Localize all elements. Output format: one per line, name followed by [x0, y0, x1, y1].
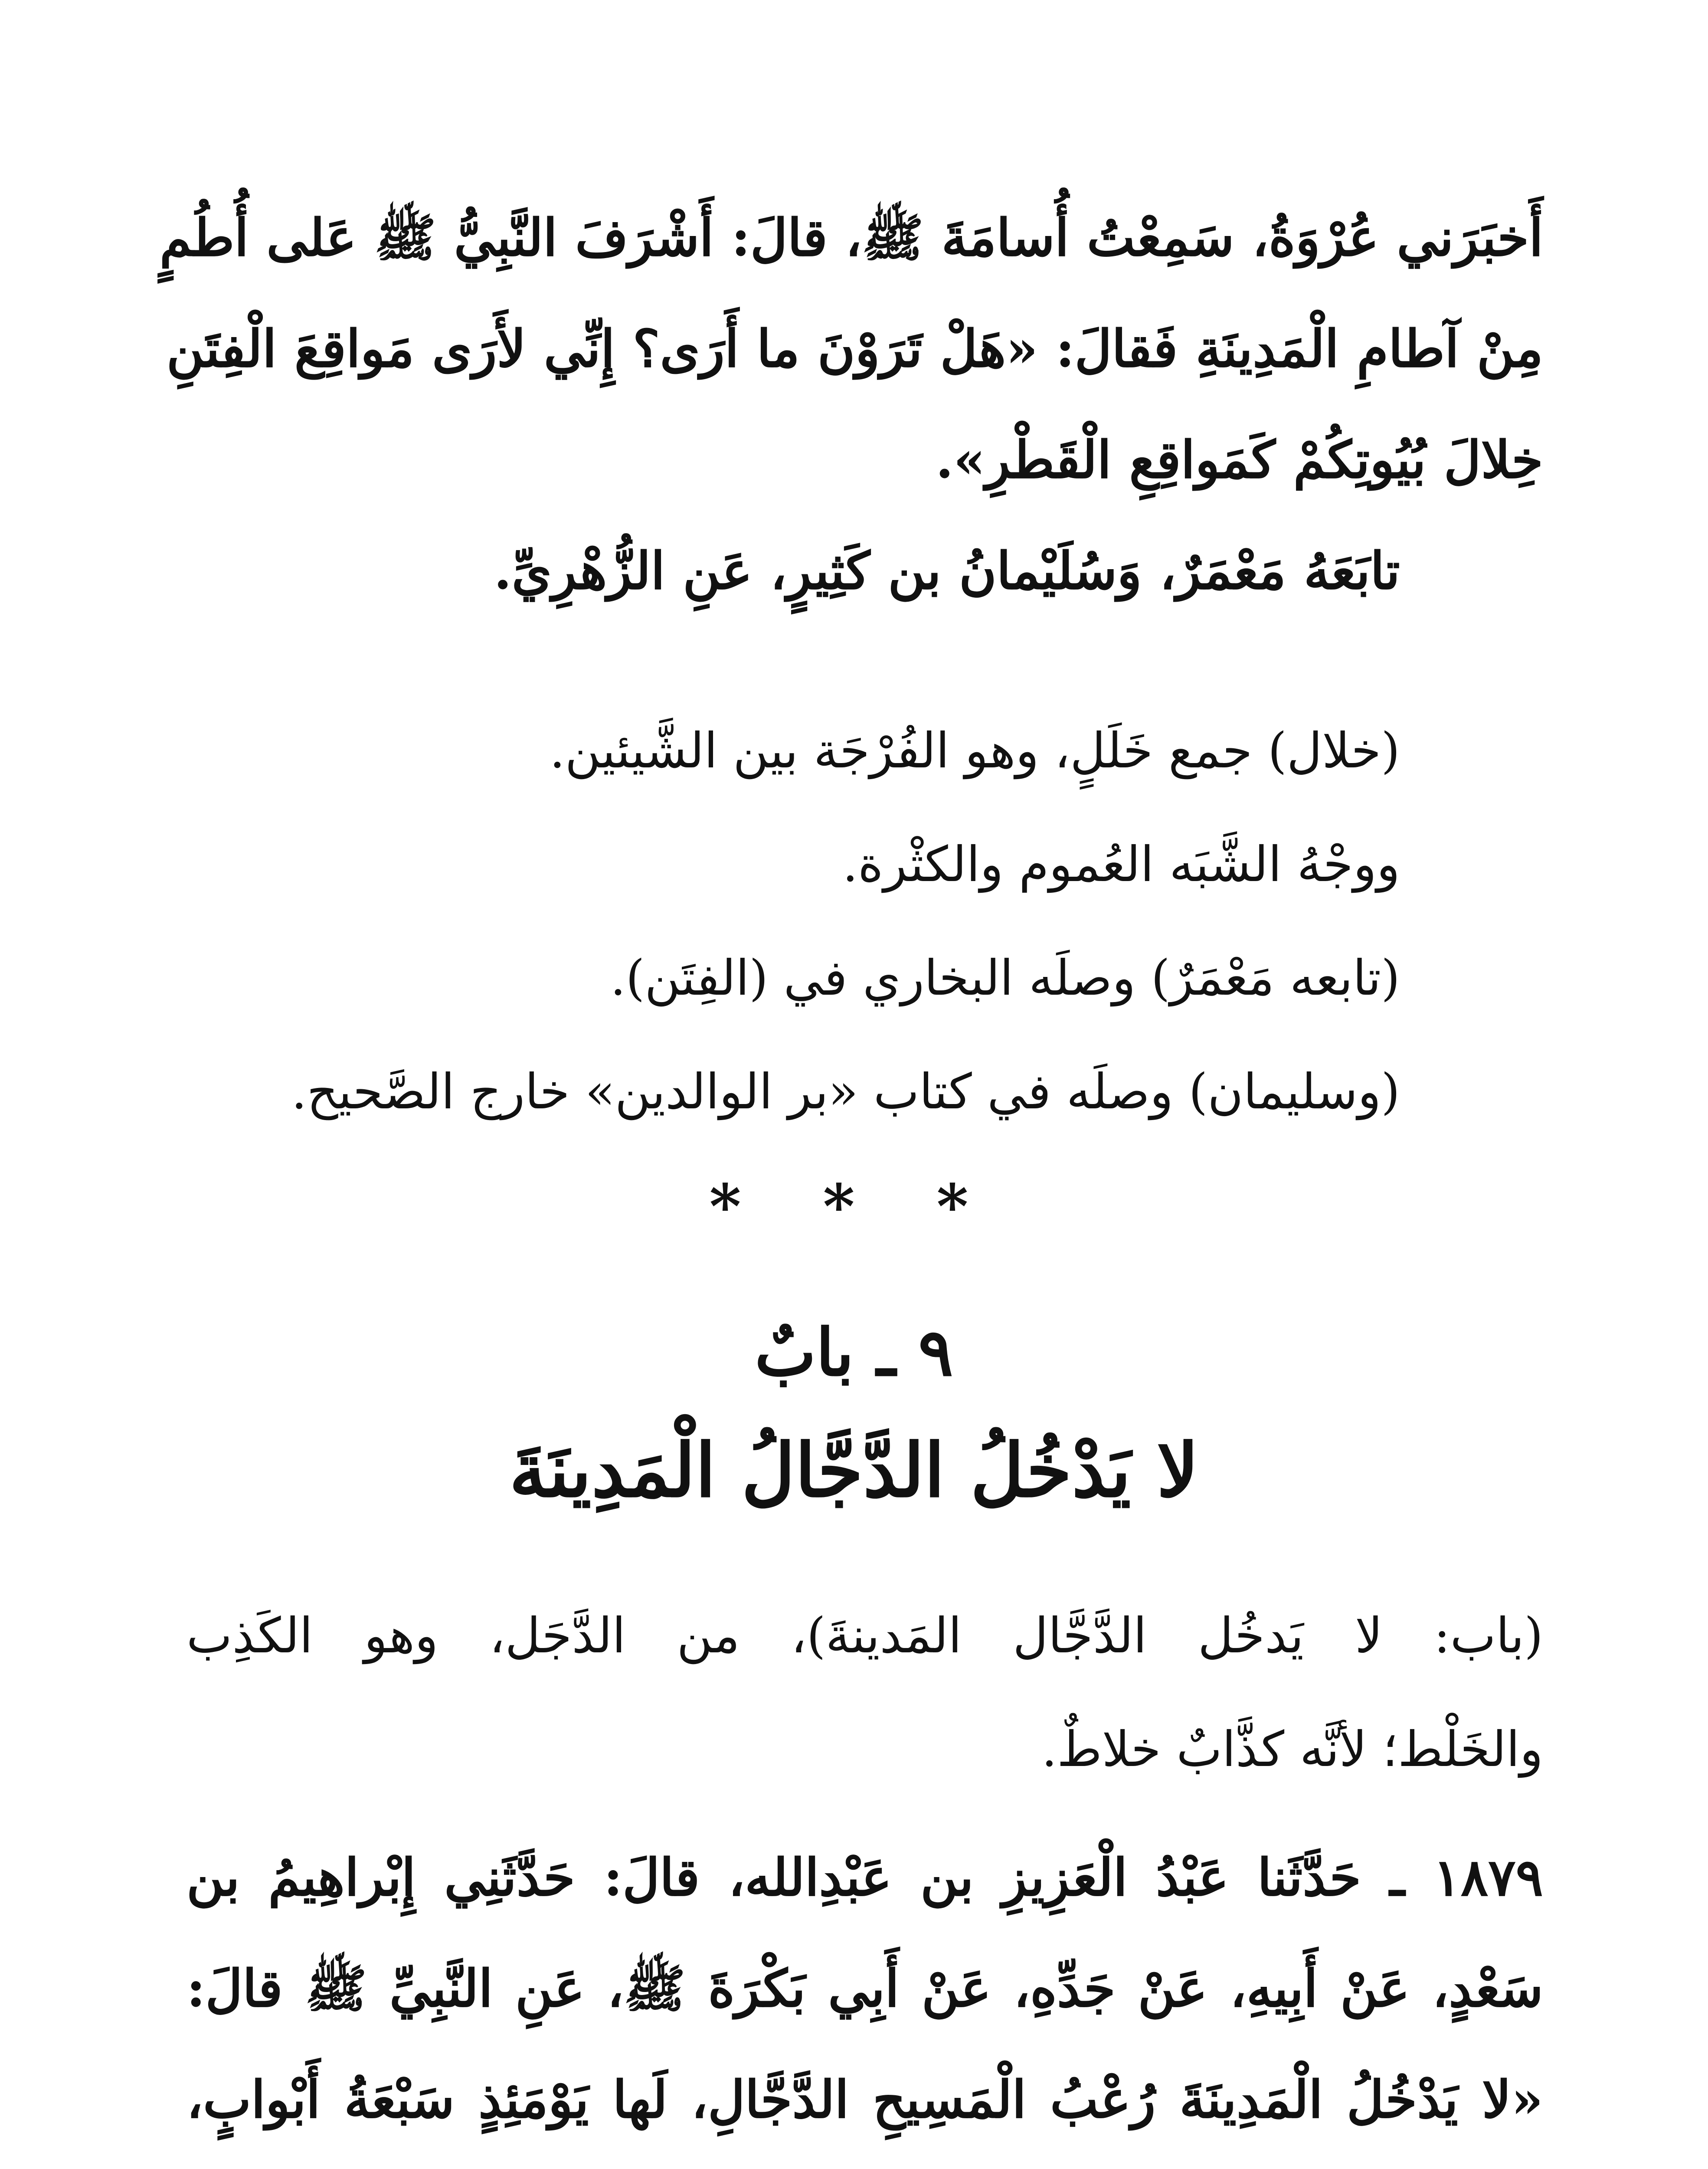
hadith-line: مِنْ آطامِ الْمَدِينَةِ فَقالَ: «هَلْ تَرَوْنَ ما أَرَى؟ إِنِّي لأَرَى مَواقِعَ الْفِتَنِ [166, 318, 1543, 379]
commentary-block [187, 694, 1543, 1149]
chapter-commentary [187, 1579, 1543, 1806]
section-separator: * * * [709, 1171, 999, 1242]
commentary-line: (باب: لا يَدخُل الدَّجَّال المَدينةَ)، من الدَّجَل، وهو الكَذِب [187, 1608, 1543, 1664]
chapter-number: ٩ ـ بابٌ [755, 1314, 953, 1391]
hadith-continuation [159, 182, 1543, 626]
hadith-line: «لا يَدْخُلُ الْمَدِينَةَ رُعْبُ الْمَسِيحِ الدَّجَّالِ، لَها يَوْمَئِذٍ سَبْعَةُ أَبْوابٍ، [187, 2069, 1543, 2130]
chapter-title: لا يَدْخُلُ الدَّجَّالُ الْمَدِينَةَ [509, 1427, 1199, 1514]
mutaba-line: تابَعَهُ مَعْمَرٌ، وَسُلَيْمانُ بن كَثِيرٍ، عَنِ الزُّهْرِيِّ. [494, 541, 1400, 601]
commentary-line: والخَلْط؛ لأنَّه كذَّابٌ خلاطٌ. [1041, 1721, 1543, 1778]
commentary-line: (تابعه مَعْمَرٌ) وصلَه البخاري في (الفِتَن). [610, 950, 1400, 1006]
hadith-line: ١٨٧٩ ـ حَدَّثَنا عَبْدُ الْعَزِيزِ بن عَبْدِالله، قالَ: حَدَّثَنِي إِبْراهِيمُ بن [187, 1847, 1543, 1907]
hadith-line: سَعْدٍ، عَنْ أَبِيهِ، عَنْ جَدِّهِ، عَنْ أَبِي بَكْرَةَ ﷺ، عَنِ النَّبِيِّ ﷺ قالَ: [187, 1958, 1543, 2018]
commentary-line: (خلال) جمع خَلَلٍ، وهو الفُرْجَة بين الشَّيئين. [550, 723, 1400, 779]
commentary-line: (وسليمان) وصلَه في كتاب «بر الوالدين» خارج الصَّحيح. [291, 1064, 1400, 1120]
hadith-line: خِلالَ بُيُوتِكُمْ كَمَواقِعِ الْقَطْرِ». [936, 429, 1543, 490]
hadith-line [187, 2155, 1543, 2169]
hadith-1879 [187, 1822, 1543, 2169]
commentary-line: ووجْهُ الشَّبَه العُموم والكثْرة. [842, 836, 1400, 893]
hadith-line: أَخبَرَني عُرْوَةُ، سَمِعْتُ أُسامَةَ ﷺ، قالَ: أَشْرَفَ النَّبِيُّ ﷺ عَلى أُطُمٍ [159, 207, 1543, 268]
